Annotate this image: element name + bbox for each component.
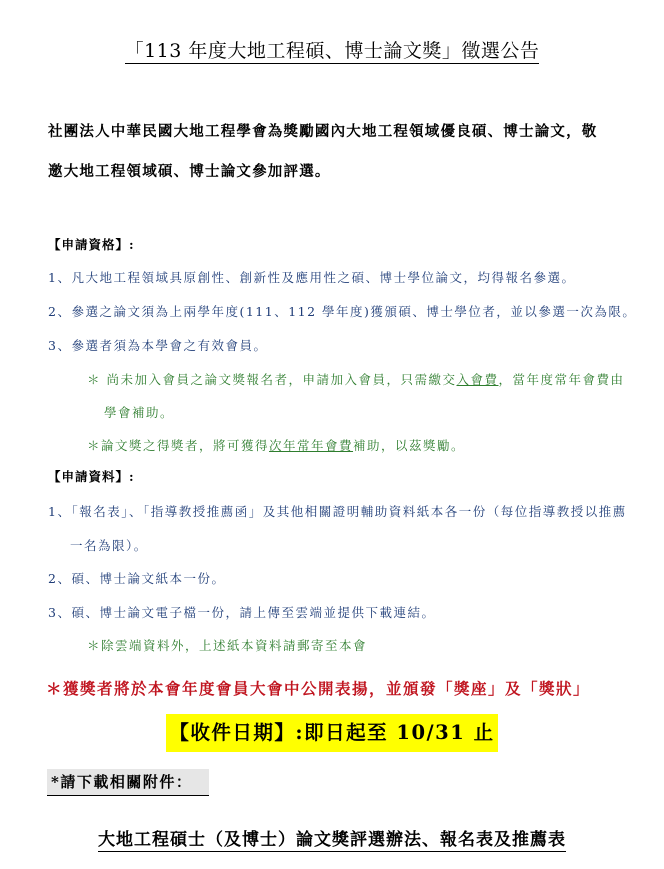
documents-item-3: 3、碩、博士論文電子檔一份，請上傳至雲端並提供下載連結。: [48, 605, 436, 620]
documents-item-2: 2、碩、博士論文紙本一份。: [48, 571, 226, 586]
eligibility-note-1-cont: 學會補助。: [104, 405, 175, 420]
documents-note: ＊除雲端資料外，上述紙本資料請郵寄至本會: [87, 638, 368, 653]
eligibility-heading: 【申請資格】:: [48, 237, 135, 252]
documents-item-1-cont: 一名為限）。: [70, 538, 148, 553]
intro-line-2: 邀大地工程領域碩、博士論文參加評選。: [48, 163, 331, 180]
intro-line-1: 社團法人中華民國大地工程學會為獎勵國內大地工程領域優良碩、博士論文，敬: [48, 123, 598, 140]
eligibility-note-2: ＊論文獎之得獎者，將可獲得次年常年會費補助，以茲獎勵。: [87, 438, 466, 453]
eligibility-item-1: 1、凡大地工程領域具原創性、創新性及應用性之碩、博士學位論文，均得報名參選。: [48, 270, 576, 285]
attachment-link[interactable]: 大地工程碩士（及博士）論文獎評選辦法、報名表及推薦表: [98, 830, 566, 850]
documents-item-1: 1、「報名表」、「指導教授推薦函」及其他相關證明輔助資料紙本各一份（每位指導教授以推薦: [48, 504, 627, 519]
deadline-banner: 【收件日期】:即日起至 10/31 止: [166, 714, 498, 752]
eligibility-item-2: 2、參選之論文須為上兩學年度(111、112 學年度)獲頒碩、博士學位者，並以參選一次為限。: [48, 304, 637, 319]
eligibility-note-1: ＊ 尚未加入會員之論文獎報名者，申請加入會員，只需繳交入會費，當年度常年會費由: [87, 372, 625, 387]
page-title: 「113 年度大地工程碩、博士論文獎」徵選公告: [124, 40, 540, 62]
documents-heading: 【申請資料】:: [48, 469, 135, 484]
eligibility-item-3: 3、參選者須為本學會之有效會員。: [48, 338, 268, 353]
download-label: *請下載相關附件：: [47, 769, 209, 796]
award-notice: ＊獲獎者將於本會年度會員大會中公開表揚，並頒發「獎座」及「獎狀」: [46, 679, 591, 698]
